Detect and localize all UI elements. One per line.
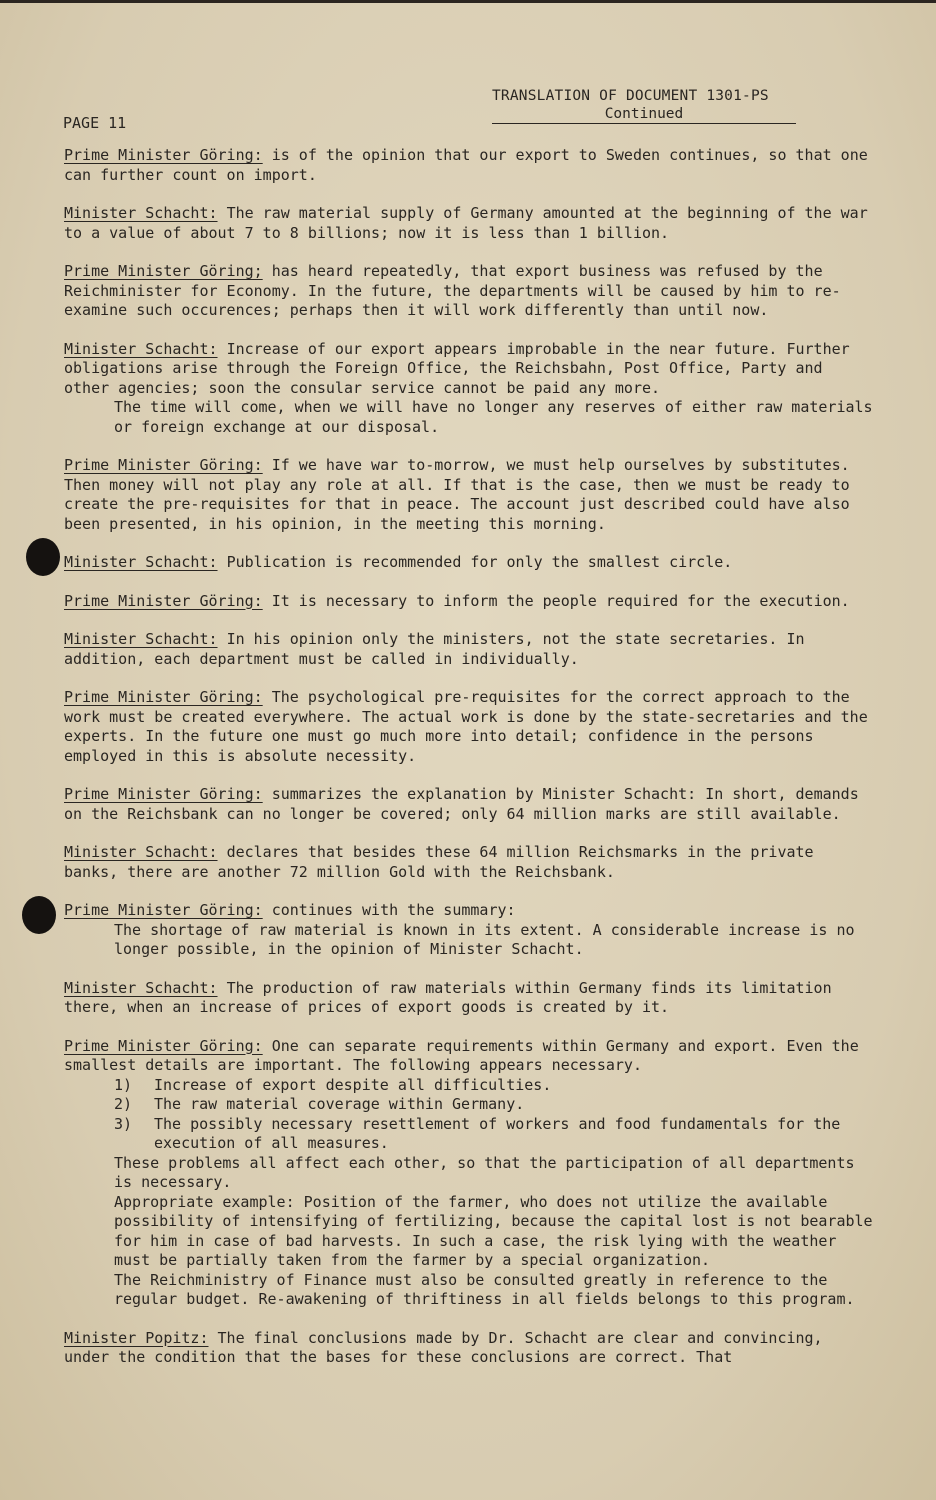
entry-text: The production of raw materials within Germany finds its limitation there, when an increase of prices of export goods is created by it. [64, 978, 832, 1016]
punch-hole [22, 896, 56, 934]
entry-text: The raw material supply of Germany amounted at the beginning of the war to a value of about 7 to 8 billions; now it is less than 1 billion. [64, 204, 868, 242]
entry-text: If we have war to-morrow, we must help ourselves by substitutes. Then money will not play any role at all. If that is the case, then we must be ready to create the pre-requisites for that in peace. The account just described could have also been presented, in his opinion, in the meeting this morning. [64, 456, 850, 533]
entry-text: Increase of our export appears improbable in the near future. Further obligations arise through the Foreign Office, the Reichsbahn, Post Office, Party and other agencies; soon the consular service cannot be paid any more. [64, 339, 850, 397]
speaker: Prime Minister Göring: [64, 785, 263, 803]
entry [64, 901, 874, 960]
entry-text: summarizes the explanation by Minister Schacht: In short, demands on the Reichsbank can no longer be covered; only 64 million marks are still available. [64, 785, 859, 823]
entry [64, 688, 874, 766]
speaker: Prime Minister Göring: [64, 1036, 263, 1055]
entry [64, 146, 874, 185]
speaker: Minister Schacht: [64, 553, 218, 571]
speaker: Prime Minister Göring: [64, 901, 263, 919]
speaker: Prime Minister Göring: [64, 591, 263, 610]
speaker: Prime Minister Göring: [64, 146, 263, 164]
entry [64, 553, 874, 573]
list-item [64, 1115, 874, 1154]
document-body [64, 146, 874, 1387]
entry-continuation: The shortage of raw material is known in its extent. A considerable increase is no longer possible, in the opinion of Minister Schacht. [114, 920, 855, 958]
entry-text: declares that besides these 64 million Reichsmarks in the private banks, there are another 72 million Gold with the Reichsbank. [64, 843, 814, 881]
entry-text: The final conclusions made by Dr. Schacht are clear and convincing, under the condition that the bases for these conclusions are correct. That [64, 1328, 823, 1366]
speaker: Minister Schacht: [64, 339, 218, 358]
entry [64, 204, 874, 243]
entry-text: is of the opinion that our export to Sweden continues, so that one can further count on import. [64, 146, 868, 184]
list-text: Increase of export despite all difficulties. [154, 1075, 552, 1094]
speaker: Minister Schacht: [64, 978, 218, 997]
document-title: TRANSLATION OF DOCUMENT 1301-PS [492, 88, 769, 104]
punch-hole [26, 538, 60, 576]
speaker: Prime Minister Göring: [64, 456, 263, 474]
entry [64, 1329, 874, 1368]
entry-continuation: The Reichministry of Finance must also be consulted greatly in reference to the regular budget. Re-awakening of thriftiness in all fields belongs to this program. [114, 1270, 855, 1308]
speaker: Minister Schacht: [64, 204, 218, 222]
list-text: The raw material coverage within Germany. [154, 1095, 525, 1113]
document-subtitle: Continued [492, 106, 796, 124]
entry-text: Publication is recommended for only the smallest circle. [226, 553, 733, 571]
page-number: PAGE 11 [63, 114, 127, 132]
speaker: Prime Minister Göring; [64, 262, 263, 280]
list-text: The possibly necessary resettlement of workers and food fundamentals for the execution of all measures. [154, 1114, 841, 1152]
entry-text: In his opinion only the ministers, not the state secretaries. In addition, each department must be called in individually. [64, 630, 805, 668]
speaker: Minister Schacht: [64, 843, 218, 861]
entry-text: One can separate requirements within Germany and export. Even the smallest details are important. The following appears necessary. [64, 1036, 859, 1074]
entry [64, 340, 874, 438]
entry-text: The psychological pre-requisites for the correct approach to the work must be created everywhere. The actual work is done by the state-secretaries and the experts. In the future one must go much more into detail; confidence in the persons employed in this is absolute necessity. [64, 688, 868, 765]
entry [64, 630, 874, 669]
entry [64, 843, 874, 882]
entry-text: continues with the summary: [271, 901, 516, 919]
speaker: Minister Schacht: [64, 630, 218, 648]
entry [64, 456, 874, 534]
entry-continuation: Appropriate example: Position of the farmer, who does not utilize the available possibility of intensifying of fertilizing, because the capital lost is not bearable for him in case of bad harvests. In such a case, the risk lying with the weather must be partially taken from the farmer by a special organization. [114, 1192, 873, 1269]
entry [64, 262, 874, 321]
entry-text: has heard repeatedly, that export business was refused by the Reichminister for Economy. In the future, the departments will be caused by him to re-examine such occurences; perhaps then it will work differently than until now. [64, 262, 841, 319]
speaker: Minister Popitz: [64, 1328, 209, 1347]
list-number: 3) [114, 1114, 133, 1133]
entry-continuation: The time will come, when we will have no longer any reserves of either raw materials or foreign exchange at our disposal. [114, 398, 873, 436]
entry [64, 592, 874, 612]
speaker: Prime Minister Göring: [64, 688, 263, 706]
list-item [64, 1095, 874, 1115]
entry-continuation: These problems all affect each other, so that the participation of all departments is necessary. [114, 1153, 855, 1191]
entry-text: It is necessary to inform the people required for the execution. [271, 591, 850, 610]
top-edge-line [0, 0, 936, 3]
list-number: 2) [114, 1095, 133, 1113]
entry [64, 1037, 874, 1310]
list-number: 1) [114, 1075, 133, 1094]
entry [64, 979, 874, 1018]
list-item [64, 1076, 874, 1096]
entry [64, 785, 874, 824]
